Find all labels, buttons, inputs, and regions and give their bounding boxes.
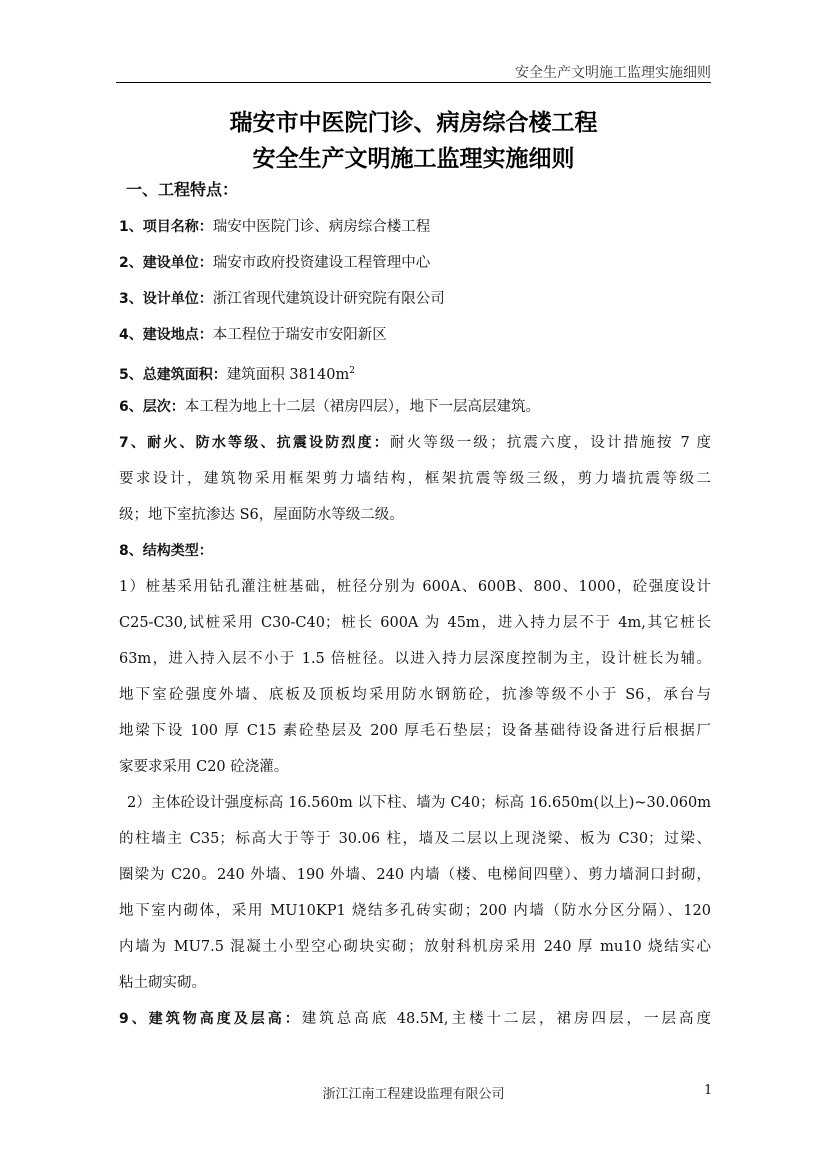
item-value: 本工程位于瑞安市安阳新区 — [212, 327, 387, 343]
body-line: 级；地下室抗渗达 S6，屋面防水等级二级。 — [119, 507, 404, 523]
document-title-line1: 瑞安市中医院门诊、病房综合楼工程 — [229, 110, 598, 136]
running-header: 安全生产文明施工监理实施细则 — [515, 65, 711, 81]
item-value: 浙江省现代建筑设计研究院有限公司 — [212, 291, 445, 307]
body-line: 内墙为 MU7.5 混凝土小型空心砌块实砌；放射科机房采用 240 厚 mu10 烧结实心 — [119, 939, 711, 955]
item-label: 4、建设地点： — [119, 327, 213, 343]
footer-company: 浙江江南工程建设监理有限公司 — [322, 1087, 505, 1102]
item-value: 建筑总高底 48.5M,主楼十二层，裙房四层，一层高度 — [301, 1011, 711, 1027]
item-label: 2、建设单位： — [119, 255, 213, 271]
body-line: 2）主体砼设计强度标高 16.560m 以下柱、墙为 C40；标高 16.650m(以上)~30.060m — [127, 795, 711, 811]
item-label: 3、设计单位： — [119, 291, 213, 307]
item-owner — [119, 245, 711, 281]
body-line: 1）桩基采用钻孔灌注桩基础，桩径分别为 600A、600B、800、1000，砼强度设计 — [119, 579, 711, 595]
body-line: 63m，进入持入层不小于 1.5 倍桩径。以进入持力层深度控制为主，设计桩长为辅。 — [119, 651, 711, 667]
item-label: 9、建筑物高度及层高： — [119, 1011, 302, 1027]
header-rule — [116, 82, 711, 83]
item-project-name — [119, 209, 711, 245]
item-floors — [119, 389, 711, 425]
item-building-height — [119, 1001, 711, 1037]
body-line: C25-C30,试桩采用 C30-C40；桩长 600A 为 45m，进入持力层不于 4m,其它桩长 — [119, 615, 711, 631]
section-heading: 一、工程特点： — [126, 180, 239, 199]
item-label: 1、项目名称： — [119, 219, 213, 235]
body-line: 地下室内砌体，采用 MU10KP1 烧结多孔砖实砌；200 内墙（防水分区分隔）、120 — [119, 903, 711, 919]
body-line: 要求设计，建筑物采用框架剪力墙结构，框架抗震等级三级，剪力墙抗震等级二 — [119, 471, 711, 487]
body-line: 地梁下设 100 厚 C15 素砼垫层及 200 厚毛石垫层；设备基础待设备进行后根据厂 — [119, 723, 711, 739]
item-location — [119, 317, 711, 353]
item-value: 耐火等级一级；抗震六度，设计措施按 7 度 — [389, 435, 711, 451]
item-value: 建筑面积 38140m — [226, 366, 350, 383]
body-line: 地下室砼强度外墙、底板及顶板均采用防水钢筋砼，抗渗等级不小于 S6，承台与 — [119, 687, 711, 703]
item-designer — [119, 281, 711, 317]
item-value: 本工程为地上十二层（裙房四层），地下一层高层建筑。 — [184, 399, 540, 415]
body-line: 粘土砌实砌。 — [119, 975, 206, 991]
area-superscript: 2 — [349, 366, 355, 376]
page-number: 1 — [704, 1083, 713, 1098]
document-title-line2: 安全生产文明施工监理实施细则 — [252, 146, 575, 172]
item-value: 瑞安市政府投资建设工程管理中心 — [212, 255, 431, 271]
item-total-area — [119, 353, 711, 389]
document-body — [119, 209, 711, 1037]
item-label: 5、总建筑面积： — [119, 366, 227, 383]
body-line: 家要求采用 C20 砼浇灌。 — [119, 759, 289, 775]
body-line: 的柱墙主 C35；标高大于等于 30.06 柱，墙及二层以上现浇梁、板为 C30；过梁、 — [119, 831, 711, 847]
item-label: 7、耐火、防水等级、抗震设防烈度： — [119, 435, 390, 451]
item-label: 8、结构类型： — [119, 543, 213, 559]
item-label: 6、层次： — [119, 399, 185, 415]
item-fire-water-seismic — [119, 425, 711, 461]
body-line: 圈梁为 C20。240 外墙、190 外墙、240 内墙（楼、电梯间四壁）、剪力墙洞口封砌， — [119, 867, 711, 883]
item-value: 瑞安中医院门诊、病房综合楼工程 — [212, 219, 431, 235]
item-structure-type — [119, 533, 711, 569]
